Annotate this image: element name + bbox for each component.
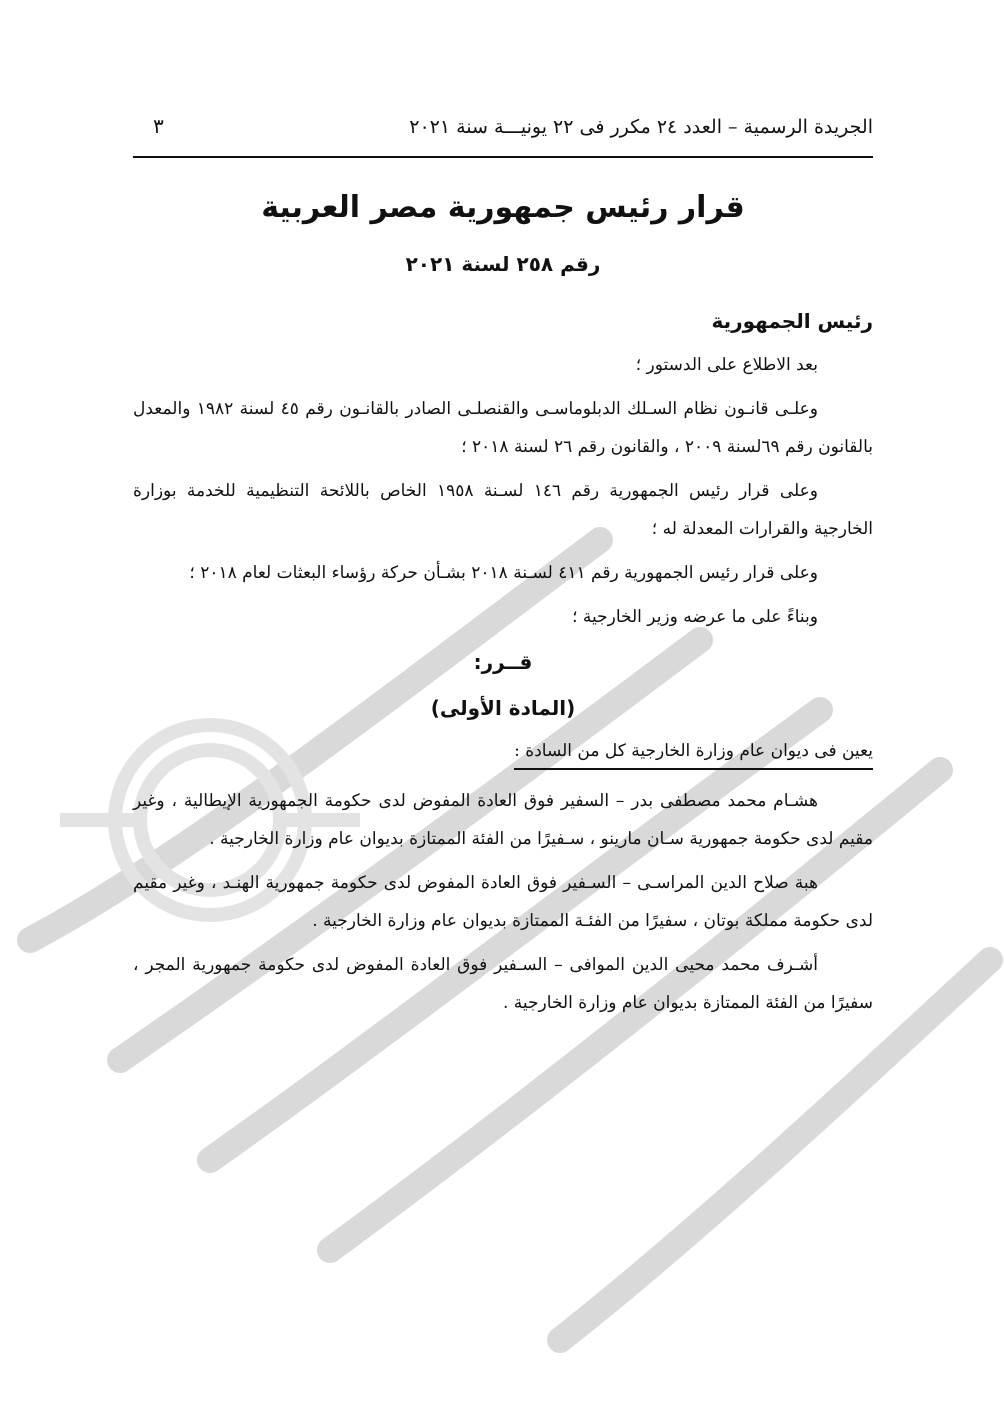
article-title: (المادة الأولى)	[430, 696, 576, 720]
appointee-paragraph: أشـرف محمد محيى الدين الموافى – السـفير فوق العادة المفوض لدى حكومة جمهورية المجر ، سفيرًا من الفئة الممتازة بديوان عام وزارة الخارجية .	[133, 955, 873, 1013]
gazette-title: الجريدة الرسمية – العدد ٢٤ مكرر فى ٢٢ يونيـــة سنة ٢٠٢١	[409, 116, 873, 138]
appointment-intro: يعين فى ديوان عام وزارة الخارجية كل من السادة :	[514, 736, 873, 770]
decree-title: قرار رئيس جمهورية مصر العربية	[261, 190, 745, 225]
page-number: ٣	[153, 114, 164, 138]
preamble-paragraph: وعلى قرار رئيس الجمهورية رقم ٤١١ لسـنة ٢٠١٨ بشـأن حركة رؤساء البعثات لعام ٢٠١٨ ؛	[189, 563, 818, 583]
decree-body	[133, 300, 873, 1028]
appointee-paragraph: هشـام محمد مصطفى بدر – السفير فوق العادة المفوض لدى حكومة الجمهورية الإيطالية ، وغير مقيم لدى حكومة جمهورية سـان مارينو ، سـفيرًا من الفئة الممتازة بديوان عام وزارة الخارجية .	[133, 791, 873, 849]
preamble-paragraph: وبناءً على ما عرضه وزير الخارجية ؛	[572, 607, 818, 627]
decision-label: قــرر:	[473, 650, 533, 674]
gazette-header	[133, 108, 873, 158]
appointee-paragraph: هبة صلاح الدين المراسـى – السـفير فوق العادة المفوض لدى حكومة جمهورية الهنـد ، وغير مقيم لدى حكومة مملكة بوتان ، سفيرًا من الفئـة الممتازة بديوان عام وزارة الخارجية .	[133, 873, 873, 931]
preamble-paragraph: وعلـى قانـون نظام السـلك الدبلوماسـى والقنصلـى الصادر بالقانـون رقم ٤٥ لسنة ١٩٨٢ والمعدل بالقانون رقم ٦٩لسنة ٢٠٠٩ ، والقانون رقم ٢٦ لسنة ٢٠١٨ ؛	[133, 399, 873, 457]
decree-number: رقم ٢٥٨ لسنة ٢٠٢١	[405, 252, 601, 276]
preamble-paragraph: بعد الاطلاع على الدستور ؛	[635, 355, 818, 375]
preamble-paragraph: وعلى قرار رئيس الجمهورية رقم ١٤٦ لسـنة ١٩٥٨ الخاص باللائحة التنظيمية للخدمة بوزارة الخارجية والقرارات المعدلة له ؛	[133, 481, 873, 539]
issuer-heading: رئيس الجمهورية	[711, 309, 873, 333]
